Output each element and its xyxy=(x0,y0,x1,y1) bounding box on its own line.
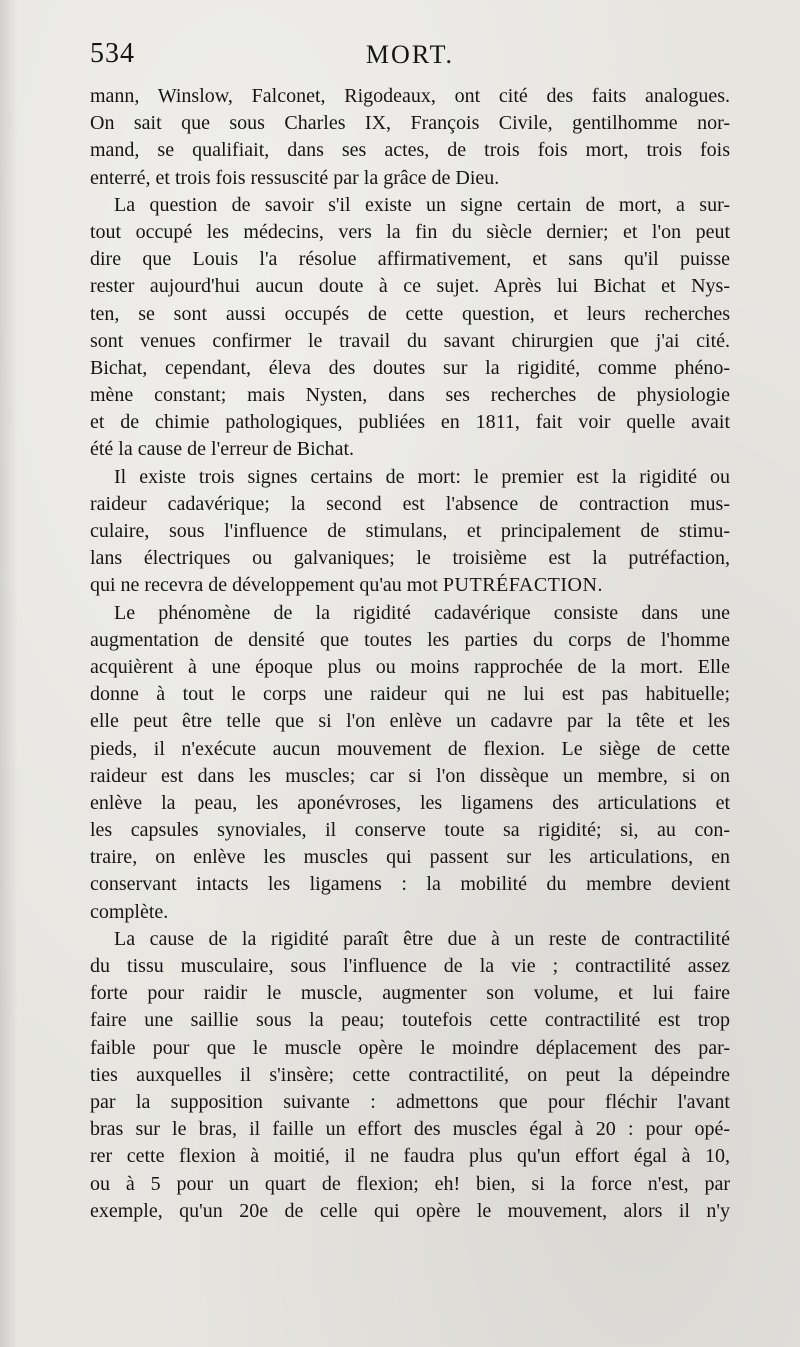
text-line: du tissu musculaire, sous l'influence de la vie ; contractilité assez xyxy=(90,955,730,977)
text-line: faire une saillie sous la peau; toutefois cette contractilité est trop xyxy=(90,1009,730,1032)
text-line: exemple, qu'un 20e de celle qui opère le mouvement, alors il n'y xyxy=(90,1199,730,1222)
text-line: pieds, il n'exécute aucun mouvement de flexion. Le siège de cette xyxy=(90,737,730,760)
text-line: On sait que sous Charles IX, François Civile, gentilhomme nor- xyxy=(90,112,730,135)
text-line: par la supposition suivante : admettons que pour fléchir l'avant xyxy=(90,1090,730,1113)
text-segment: qui ne recevra de développement qu'au mot xyxy=(90,574,438,597)
text-line: conservant intacts les ligamens : la mobilité du membre devient xyxy=(90,873,730,896)
page-header xyxy=(90,38,730,74)
text-line: bras sur le bras, il faille un effort des muscles égal à 20 : pour opé- xyxy=(90,1118,730,1141)
text-line: dire que Louis l'a résolue affirmativement, et sans qu'il puisse xyxy=(90,248,730,271)
text-line-with-reference xyxy=(90,572,730,599)
text-line: Il existe trois signes certains de mort: le premier est la rigidité ou xyxy=(114,465,730,488)
text-line: mann, Winslow, Falconet, Rigodeaux, ont cité des faits analogues. xyxy=(90,85,730,107)
text-line: complète. xyxy=(90,900,169,923)
text-line: enterré, et trois fois ressuscité par la grâce de Dieu. xyxy=(90,166,500,189)
text-line: La cause de la rigidité paraît être due à un reste de contractilité xyxy=(114,927,730,950)
text-line: ten, se sont aussi occupés de cette question, et leurs recherches xyxy=(90,302,730,325)
text-line: ties auxquelles il s'insère; cette contractilité, on peut la dépeindre xyxy=(90,1063,730,1086)
text-line: elle peut être telle que si l'on enlève un cadavre par la tête et les xyxy=(90,710,730,733)
text-line: donne à tout le corps une raideur qui ne lui est pas habituelle; xyxy=(90,683,730,706)
text-line: raideur est dans les muscles; car si l'on dissèque un membre, si on xyxy=(90,764,730,787)
text-line: acquièrent à une époque plus ou moins rapprochée de la mort. Elle xyxy=(90,655,730,678)
text-line: été la cause de l'erreur de Bichat. xyxy=(90,438,355,461)
text-line: tout occupé les médecins, vers la fin du siècle dernier; et l'on peut xyxy=(90,220,730,243)
body-text xyxy=(90,83,730,1225)
text-line: Le phénomène de la rigidité cadavérique consiste dans une xyxy=(114,601,730,624)
text-line: ou à 5 pour un quart de flexion; eh! bien, si la force n'est, par xyxy=(90,1172,730,1195)
cross-reference-term: PUTRÉFACTION. xyxy=(442,574,603,597)
text-line: mand, se qualifiait, dans ses actes, de trois fois mort, trois fois xyxy=(90,139,730,162)
text-line: Bichat, cependant, éleva des doutes sur la rigidité, comme phéno- xyxy=(90,356,730,379)
page-gutter-shadow xyxy=(0,0,18,1347)
text-line: culaire, sous l'influence de stimulans, et principalement de stimu- xyxy=(90,520,730,542)
text-line: forte pour raidir le muscle, augmenter son volume, et lui faire xyxy=(90,982,730,1005)
text-line: mène constant; mais Nysten, dans ses recherches de physiologie xyxy=(90,384,730,407)
text-line: rester aujourd'hui aucun doute à ce sujet. Après lui Bichat et Nys- xyxy=(90,275,730,298)
text-line: et de chimie pathologiques, publiées en 1811, fait voir quelle avait xyxy=(90,411,730,434)
text-line: les capsules synoviales, il conserve toute sa rigidité; si, au con- xyxy=(90,819,730,842)
text-line: enlève la peau, les aponévroses, les ligamens des articulations et xyxy=(90,791,730,814)
running-title: MORT. xyxy=(365,40,455,69)
page-number: 534 xyxy=(90,38,135,69)
text-line: augmentation de densité que toutes les parties du corps de l'homme xyxy=(90,628,730,651)
text-line: La question de savoir s'il existe un signe certain de mort, a sur- xyxy=(114,193,730,216)
text-line: sont venues confirmer le travail du savant chirurgien que j'ai cité. xyxy=(90,329,730,352)
text-line: rer cette flexion à moitié, il ne faudra plus qu'un effort égal à 10, xyxy=(90,1145,730,1168)
text-line: lans électriques ou galvaniques; le troisième est la putréfaction, xyxy=(90,547,730,570)
text-line: raideur cadavérique; la second est l'absence de contraction mus- xyxy=(90,492,730,515)
text-line: faible pour que le muscle opère le moindre déplacement des par- xyxy=(90,1036,730,1059)
text-line: traire, on enlève les muscles qui passent sur les articulations, en xyxy=(90,846,730,869)
